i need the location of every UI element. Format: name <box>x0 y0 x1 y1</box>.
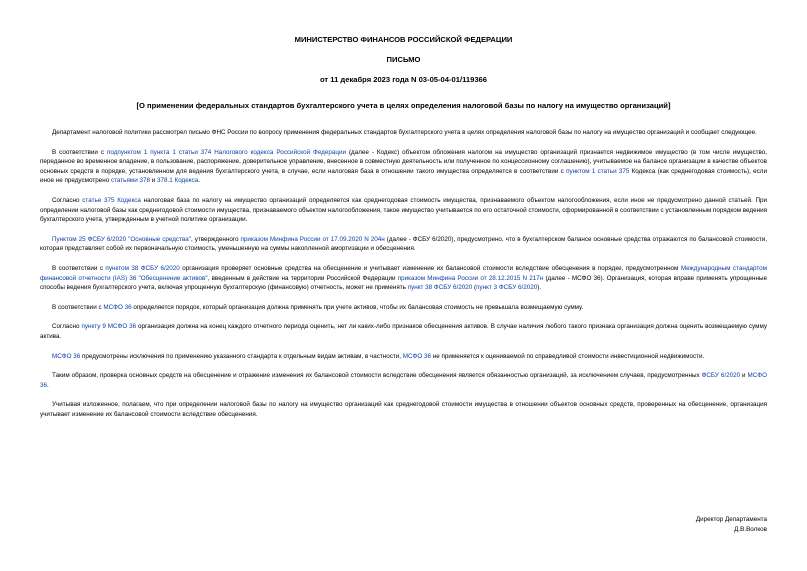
text: , введенным в действие на территории Российской Федерации <box>207 274 398 282</box>
link-ias-36[interactable]: Международным стандартом финансовой отчетности (IAS) 36 "Обесценение активов" <box>40 264 768 282</box>
paragraph-6 <box>40 303 767 313</box>
paragraph-4 <box>40 235 767 254</box>
signer-position: Директор Департамента <box>695 516 767 523</box>
text: В соответствии с <box>52 303 104 311</box>
link-msfo-36-p9[interactable]: пункту 9 МСФО 36 <box>81 323 137 331</box>
text: . <box>198 177 200 185</box>
link-msfo-36[interactable]: МСФО 36 <box>103 303 132 311</box>
text: В соответствии с <box>52 264 106 272</box>
text: организация должна на конец каждого отчетного периода оценить, нет ли каких-либо признаков обесценения активов. В случае наличия любого такого признака организация должна оценить возмещаемую сумму актива. <box>40 323 768 340</box>
text: Учитывая изложенное, полагаем, что при определении налоговой базы по налогу на имущество организаций как среднегодовой стоимости имущества в отношении объектов основных средств, проверенных на обесценение, организация учитывает изменение их балансовой стоимости вследствие обесценения. <box>40 401 767 418</box>
text: (далее - МСФО 36). Организация, которая вправе применять упрощенные способы ведения бухгалтерского учета, включая упрощенную бухгалтерскую (финансовую) отчетность, может не применять <box>40 274 768 292</box>
paragraph-2 <box>40 148 767 186</box>
text: ). <box>537 284 542 292</box>
link-msfo-36-3[interactable]: МСФО 36 <box>40 372 767 389</box>
doc-date-number: от 11 декабря 2023 года N 03-05-04-01/119366 <box>319 75 487 84</box>
text: не применяется к оцениваемой по справедливой стоимости инвестиционной недвижимости. <box>431 352 705 360</box>
link-order-204n[interactable]: приказом Минфина России от 17.09.2020 N 204н <box>240 235 385 243</box>
link-msfo-36-2[interactable]: МСФО 36 <box>402 352 431 360</box>
text: определяется порядок, который организация должна применять при учете активов, чтобы их балансовая стоимость не превышала возмещаемую сумму. <box>131 303 584 311</box>
ministry-title: МИНИСТЕРСТВО ФИНАНСОВ РОССИЙСКОЙ ФЕДЕРАЦИИ <box>294 35 513 44</box>
doc-type-title: ПИСЬМО <box>386 55 421 64</box>
link-fsbu-6-2020-p38[interactable]: пунктом 38 ФСБУ 6/2020 <box>105 264 180 272</box>
text: (далее - ФСБУ 6/2020), предусмотрено, что в бухгалтерском балансе основные средства отражаются по балансовой стоимости, которая представляет собой их первоначальную стоимость, уменьшенную на суммы накопленной амортизации и обесценения. <box>40 235 767 253</box>
text: и <box>740 372 748 380</box>
link-fsbu-6-2020-p3[interactable]: пункт 3 ФСБУ 6/2020 <box>476 284 538 292</box>
text: предусмотрены исключения по применению указанного стандарта к отдельным видам активам, в частности, <box>80 352 403 360</box>
link-fsbu-6-2020[interactable]: ФСБУ 6/2020 <box>701 372 741 380</box>
text: Кодекса (как среднегодовая стоимость), если иное не предусмотрено <box>40 167 767 185</box>
link-article-375[interactable]: статье 375 Кодекса <box>82 196 141 204</box>
link-article-378-1[interactable]: 378.1 Кодекса <box>157 177 199 185</box>
link-msfo-36[interactable]: МСФО 36 <box>52 352 81 360</box>
link-article-378[interactable]: статьями 378 <box>110 177 150 185</box>
signature-block <box>696 515 767 534</box>
text: налоговая база по налогу на имущество организаций определяется как среднегодовая стоимость имущества, признаваемого объектом налогообложения, если иное не предусмотрено данной статьей. При определении налоговой базы как среднегодовой стоимости имущества, признаваемого объектом налогообложения, такое имущество учитывается по его остаточной стоимости, сформированной в соответствии с установленным порядком ведения бухгалтерского учета, утвержденным в учетной политике организации. <box>40 196 768 224</box>
paragraph-9 <box>40 371 767 390</box>
link-fsbu-6-2020-p38-2[interactable]: пункт 38 ФСБУ 6/2020 <box>407 284 473 292</box>
text: Согласно <box>52 196 83 204</box>
link-order-217n[interactable]: приказом Минфина России от 28.12.2015 N 217н <box>397 274 544 282</box>
link-fsbu-6-2020-p25[interactable]: Пунктом 25 ФСБУ 6/2020 "Основные средства" <box>52 235 191 243</box>
letter-body <box>40 128 767 429</box>
paragraph-10 <box>40 400 767 419</box>
text: В соответствии с <box>52 148 107 156</box>
text: ( <box>472 284 477 292</box>
paragraph-8 <box>40 352 767 362</box>
paragraph-7 <box>40 322 767 341</box>
text: Таким образом, проверка основных средств на обесценение и отражение изменения их балансовой стоимости вследствие обесценения является обязанностью организаций, за исключением случаев, предусмотренных <box>52 372 702 380</box>
paragraph-3 <box>40 196 767 225</box>
text: организация проверяет основные средства на обесценение и учитывает изменение их балансовой стоимости вследствие обесценения в порядке, предусмотренном <box>179 264 681 272</box>
text: , утвержденного <box>190 235 241 243</box>
paragraph-1 <box>40 128 767 138</box>
paragraph-5 <box>40 264 767 293</box>
link-article-375-p1[interactable]: пунктом 1 статьи 375 <box>566 167 630 175</box>
text: (далее - Кодекс) объектом обложения налогом на имущество организаций признается недвижимое имущество (в том числе имущество, переданное во временное владение, в пользование, распоряжение, доверительное управление, внесенное в совместную деятельность или полученное по концессионному соглашению), учитываемое на балансе организации в качестве объектов основных средств в порядке, установленном для ведения бухгалтерского учета, в случае, если налоговая база в отношении такого имущества определяется в соответствии с <box>40 148 768 175</box>
text: и <box>149 177 158 185</box>
signer-name: Д.В.Волков <box>734 525 767 533</box>
text: Согласно <box>52 323 82 331</box>
link-tax-code-374[interactable]: подпунктом 1 пункта 1 статьи 374 Налогового кодекса Российской Федерации <box>106 148 347 156</box>
doc-subject: [О применении федеральных стандартов бухгалтерского учета в целях определения налоговой базы по налогу на имущество организаций] <box>136 101 671 110</box>
text: Департамент налоговой политики рассмотрел письмо ФНС России по вопросу применения федеральных стандартов бухгалтерского учета в целях определения налоговой базы по налогу на имущество организаций и сообщает следующее. <box>52 129 757 136</box>
text: . <box>47 381 49 389</box>
